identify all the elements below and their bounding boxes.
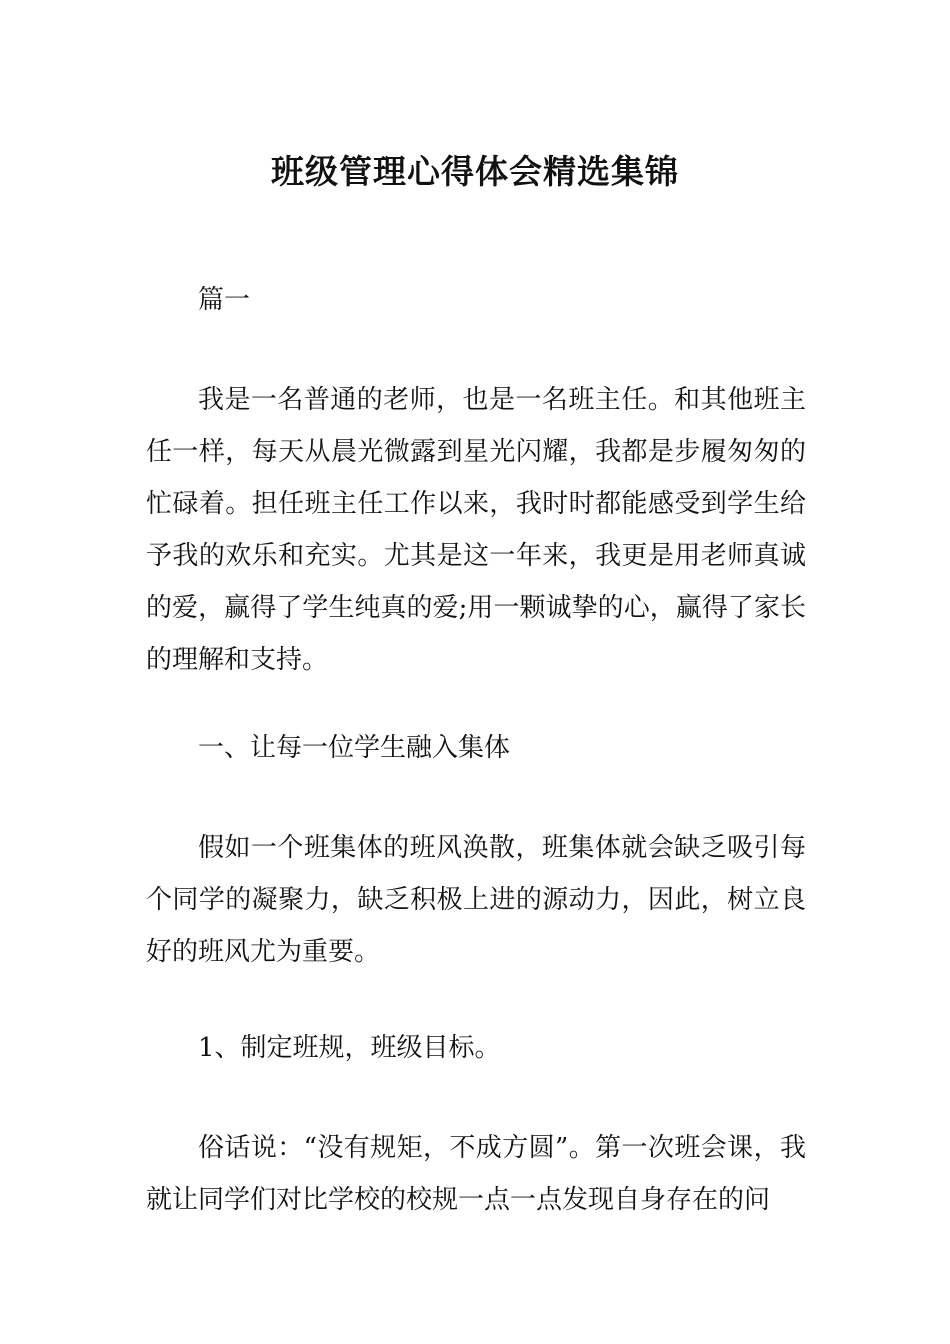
class-rules-paragraph: 俗话说：“没有规矩，不成方圆”。第一次班会课，我就让同学们对比学校的校规一点一点发现自身存在的问 — [146, 1133, 806, 1215]
heading-integrate-students: 一、让每一位学生融入集体 — [198, 733, 511, 763]
class-atmosphere-paragraph: 假如一个班集体的班风涣散，班集体就会缺乏吸引每个同学的凝聚力，缺乏积极上进的源动力，因此，树立良好的班风尤为重要。 — [146, 833, 806, 967]
intro-paragraph: 我是一名普通的老师，也是一名班主任。和其他班主任一样，每天从晨光微露到星光闪耀，我都是步履匆匆的忙碌着。担任班主任工作以来，我时时都能感受到学生给予我的欢乐和充实。尤其是这一年来，我更是用老师真诚的爱，赢得了学生纯真的爱;用一颗诚挚的心，赢得了家长的理解和支持。 — [146, 385, 806, 675]
section-label: 篇一 — [198, 285, 251, 315]
subheading-class-rules: 1、制定班规，班级目标。 — [198, 1033, 501, 1063]
document-title: 班级管理心得体会精选集锦 — [271, 152, 679, 192]
